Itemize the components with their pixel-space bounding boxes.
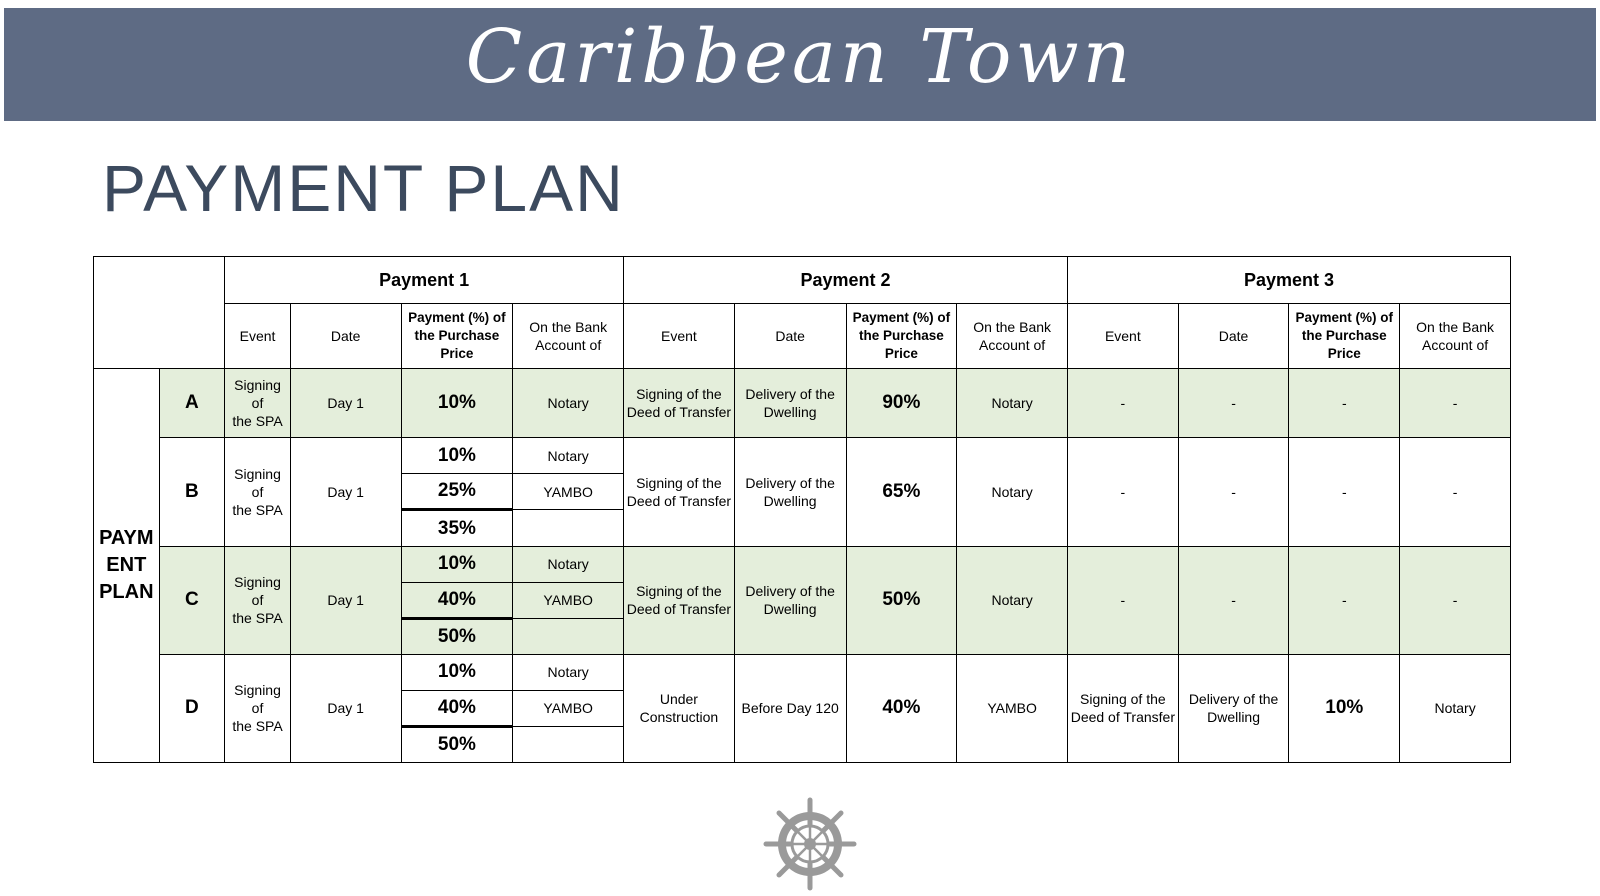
- p1-bank: [513, 618, 624, 654]
- p1-bank: [513, 510, 624, 546]
- option-c-row: [94, 546, 1511, 582]
- p2-bank: Notary: [957, 369, 1068, 438]
- p1-date: Day 1: [290, 369, 401, 438]
- p1-percent: 10%: [401, 369, 513, 438]
- p2-date: Delivery of the Dwelling: [734, 369, 846, 438]
- option-label: A: [159, 369, 225, 438]
- option-a-row: [94, 369, 1511, 438]
- payment-plan-table: [93, 256, 1511, 763]
- p2-percent: 50%: [846, 546, 957, 654]
- p3-percent: -: [1289, 438, 1400, 546]
- p2-percent: 40%: [846, 654, 957, 762]
- p1-percent: 10%: [401, 438, 513, 474]
- p3-date: Delivery of the Dwelling: [1178, 654, 1289, 762]
- p1-payment-header: Payment (%) of the Purchase Price: [401, 304, 513, 369]
- p1-total-percent: 50%: [401, 726, 513, 762]
- p1-date-header: Date: [290, 304, 401, 369]
- p2-date-header: Date: [734, 304, 846, 369]
- ship-wheel-icon: [762, 796, 858, 892]
- p3-date-header: Date: [1178, 304, 1289, 369]
- column-header-row: [94, 304, 1511, 369]
- payment-plan-side-label: PAYM ENT PLAN: [94, 369, 160, 763]
- p3-event: -: [1067, 546, 1178, 654]
- p2-bank: YAMBO: [957, 654, 1068, 762]
- p1-event-header: Event: [225, 304, 291, 369]
- p2-payment-header: Payment (%) of the Purchase Price: [846, 304, 957, 369]
- p2-event: Signing of the Deed of Transfer: [624, 438, 735, 546]
- p3-event: Signing of the Deed of Transfer: [1067, 654, 1178, 762]
- p3-bank: -: [1400, 438, 1511, 546]
- p2-date: Before Day 120: [734, 654, 846, 762]
- p3-event: -: [1067, 438, 1178, 546]
- option-label: B: [159, 438, 225, 546]
- p2-date: Delivery of the Dwelling: [734, 546, 846, 654]
- p3-date: -: [1178, 546, 1289, 654]
- p3-date: -: [1178, 438, 1289, 546]
- p2-event-header: Event: [624, 304, 735, 369]
- p3-bank: -: [1400, 546, 1511, 654]
- p1-bank: YAMBO: [513, 582, 624, 618]
- p2-bank-header: On the Bank Account of: [957, 304, 1068, 369]
- p3-date: -: [1178, 369, 1289, 438]
- p3-bank: Notary: [1400, 654, 1511, 762]
- p1-event: Signing of the SPA: [225, 369, 291, 438]
- header-banner: [4, 8, 1596, 121]
- p2-event: Signing of the Deed of Transfer: [624, 369, 735, 438]
- page-title: PAYMENT PLAN: [102, 151, 625, 225]
- p1-bank: Notary: [513, 369, 624, 438]
- option-b-row: [94, 438, 1511, 474]
- group-header-row: [94, 257, 1511, 304]
- payment-1-header: Payment 1: [225, 257, 624, 304]
- p3-percent: -: [1289, 546, 1400, 654]
- option-label: D: [159, 654, 225, 762]
- payment-2-header: Payment 2: [624, 257, 1068, 304]
- p1-bank: YAMBO: [513, 474, 624, 510]
- option-label: C: [159, 546, 225, 654]
- payment-3-header: Payment 3: [1067, 257, 1510, 304]
- p1-total-percent: 50%: [401, 618, 513, 654]
- p1-percent: 25%: [401, 474, 513, 510]
- p1-bank: YAMBO: [513, 690, 624, 726]
- p3-bank: -: [1400, 369, 1511, 438]
- p1-bank: Notary: [513, 546, 624, 582]
- p3-bank-header: On the Bank Account of: [1400, 304, 1511, 369]
- p1-percent: 40%: [401, 582, 513, 618]
- p2-bank: Notary: [957, 546, 1068, 654]
- p1-bank: Notary: [513, 654, 624, 690]
- p1-total-percent: 35%: [401, 510, 513, 546]
- p2-percent: 65%: [846, 438, 957, 546]
- p2-event: Signing of the Deed of Transfer: [624, 546, 735, 654]
- p2-percent: 90%: [846, 369, 957, 438]
- p1-event: Signing of the SPA: [225, 546, 291, 654]
- p3-event: -: [1067, 369, 1178, 438]
- p2-bank: Notary: [957, 438, 1068, 546]
- p1-event: Signing of the SPA: [225, 654, 291, 762]
- p2-date: Delivery of the Dwelling: [734, 438, 846, 546]
- p1-bank-header: On the Bank Account of: [513, 304, 624, 369]
- p1-percent: 10%: [401, 546, 513, 582]
- p1-bank: Notary: [513, 438, 624, 474]
- brand-logo: Caribbean Town: [465, 14, 1135, 100]
- p3-payment-header: Payment (%) of the Purchase Price: [1289, 304, 1400, 369]
- p1-percent: 10%: [401, 654, 513, 690]
- p3-percent: -: [1289, 369, 1400, 438]
- p1-date: Day 1: [290, 546, 401, 654]
- option-d-row: [94, 654, 1511, 690]
- p1-event: Signing of the SPA: [225, 438, 291, 546]
- p2-event: Under Construction: [624, 654, 735, 762]
- p3-event-header: Event: [1067, 304, 1178, 369]
- p1-percent: 40%: [401, 690, 513, 726]
- corner-cell: [94, 257, 225, 369]
- p3-percent: 10%: [1289, 654, 1400, 762]
- p1-date: Day 1: [290, 438, 401, 546]
- p1-bank: [513, 726, 624, 762]
- p1-date: Day 1: [290, 654, 401, 762]
